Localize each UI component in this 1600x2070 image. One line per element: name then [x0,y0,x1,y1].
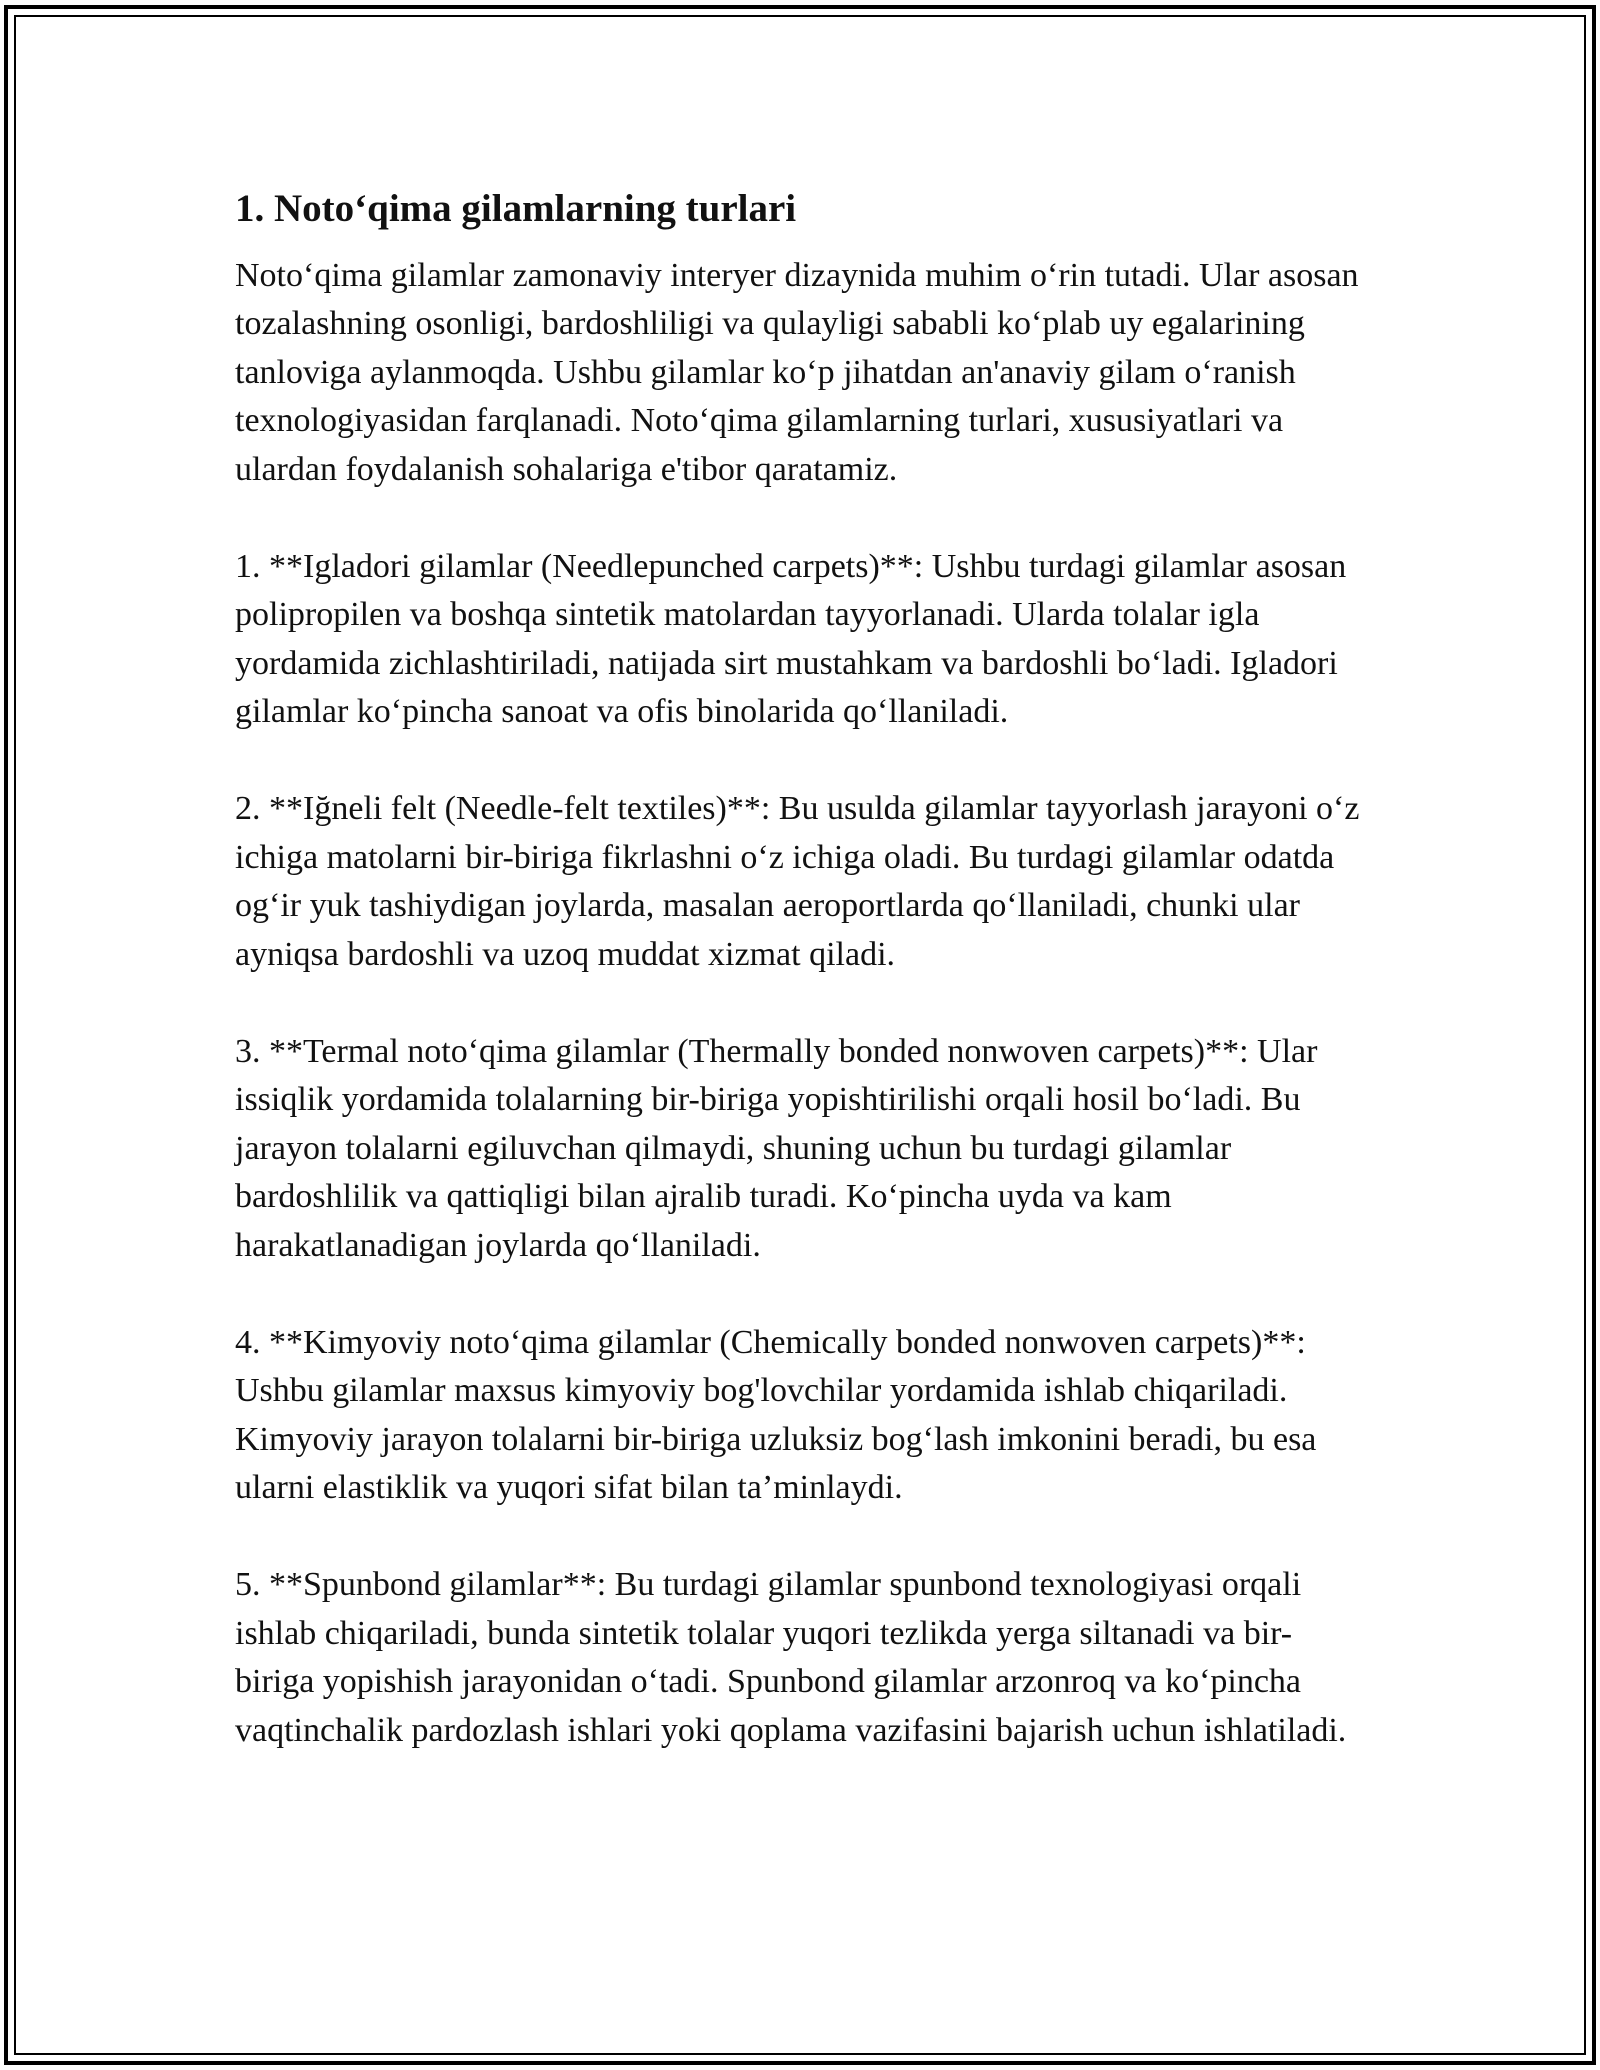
list-item-spunbond: 5. **Spunbond gilamlar**: Bu turdagi gilamlar spunbond texnologiyasi orqali ishlab chiqariladi, bunda sintetik tolalar yuqori tezlikda yerga siltanadi va bir-biriga yopishish jarayonidan o‘tadi. Spunbond gilamlar arzonroq va ko‘pincha vaqtinchalik pardozlash ishlari yoki qoplama vazifasini bajarish uchun ishlatiladi. [235,1566,1347,1749]
intro-paragraph: Noto‘qima gilamlar zamonaviy interyer dizaynida muhim o‘rin tutadi. Ular asosan tozalashning osonligi, bardoshliligi va qulayligi sababli ko‘plab uy egalarining tanloviga aylanmoqda. Ushbu gilamlar ko‘p jihatdan an'anaviy gilam o‘ranish texnologiyasidan farqlanadi. Noto‘qima gilamlarning turlari, xususiyatlari va ulardan foydalanish sohalariga e'tibor qaratamiz. [235,256,1359,488]
section-heading: 1. Noto‘qima gilamlarning turlari [235,187,797,230]
list-item-chemical: 4. **Kimyoviy noto‘qima gilamlar (Chemically bonded nonwoven carpets)**: Ushbu gilamlar maxsus kimyoviy bog'lovchilar yordamida ishlab chiqariladi. Kimyoviy jarayon tolalarni bir-biriga uzluksiz bog‘lash imkonini beradi, bu esa ularni elastiklik va yuqori sifat bilan ta’minlaydi. [235,1323,1317,1507]
list-item-needle-felt: 2. **Iğneli felt (Needle-felt textiles)**: Bu usulda gilamlar tayyorlash jarayoni o‘z ichiga matolarni bir-biriga fikrlashni o‘z ichiga oladi. Bu turdagi gilamlar odatda og‘ir yuk tashiydigan joylarda, masalan aeroportlarda qo‘llaniladi, chunki ular ayniqsa bardoshli va uzoq muddat xizmat qiladi. [235,790,1360,973]
document-body [235,184,1365,1804]
list-item-thermal: 3. **Termal noto‘qima gilamlar (Thermally bonded nonwoven carpets)**: Ular issiqlik yordamida tolalarning bir-biriga yopishtirilishi orqali hosil bo‘ladi. Bu jarayon tolalarni egiluvchan qilmaydi, shuning uchun bu turdagi gilamlar bardoshlilik va qattiqligi bilan ajralib turadi. Ko‘pincha uyda va kam harakatlanadigan joylarda qo‘llaniladi. [235,1032,1318,1264]
list-item-needlepunched: 1. **Igladori gilamlar (Needlepunched carpets)**: Ushbu turdagi gilamlar asosan polipropilen va boshqa sintetik matolardan tayyorlanadi. Ularda tolalar igla yordamida zichlashtiriladi, natijada sirt mustahkam va bardoshli bo‘ladi. Igladori gilamlar ko‘pincha sanoat va ofis binolarida qo‘llaniladi. [235,547,1347,731]
